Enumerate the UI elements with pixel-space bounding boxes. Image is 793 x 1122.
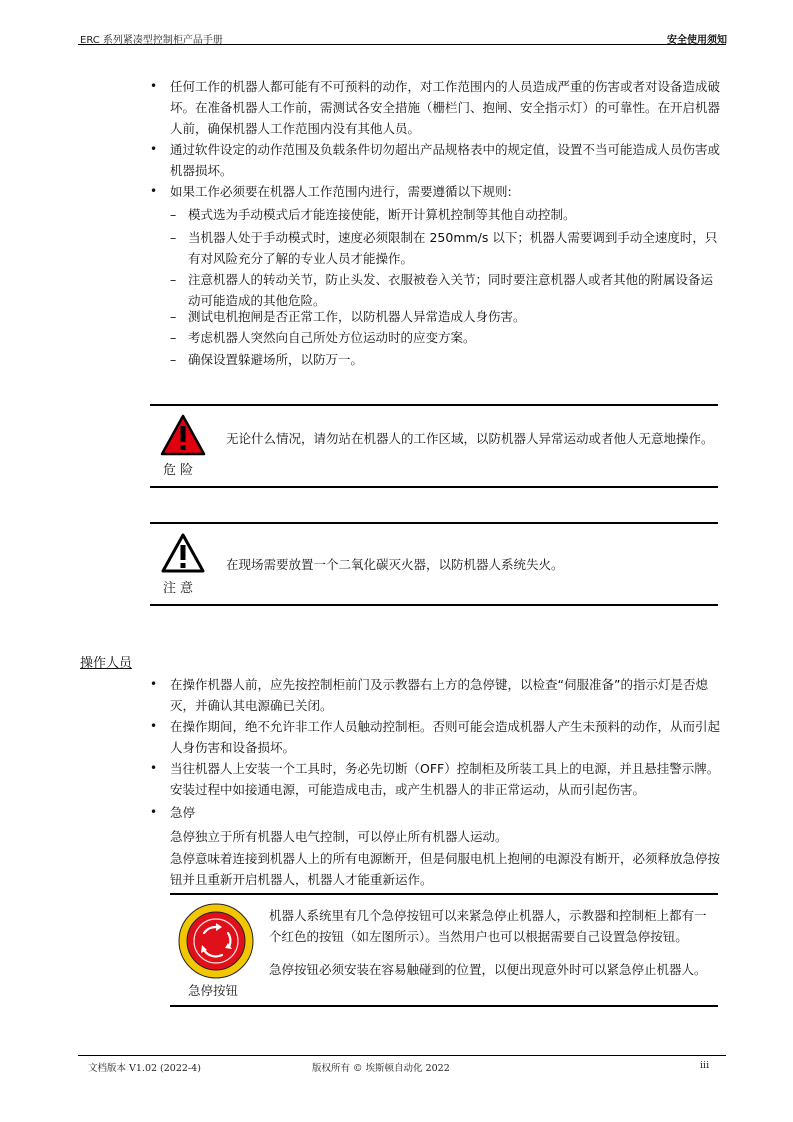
danger-text: 无论什么情况，请勿站在机器人的工作区域，以防机器人异常运动或者他人无意地操作。 (226, 431, 714, 446)
danger-notice-box (150, 404, 718, 488)
bullet-dot: • (150, 805, 158, 819)
estop-info-box (170, 893, 718, 1007)
danger-triangle-icon (160, 414, 206, 456)
operator-bullet-3: 当往机器人上安装一个工具时，务必先切断（OFF）控制柜及所装工具上的电源，并且悬挂警示牌。安装过程中如接通电源，可能造成电击，或产生机器人的非正常运动，从而引起伤害。 (170, 761, 720, 797)
bullet-dot: • (150, 184, 158, 198)
header-document-title: ERC 系列紧凑型控制柜产品手册 (80, 35, 223, 46)
dash-marker: – (170, 272, 177, 287)
safety-bullet-1: 任何工作的机器人都可能有不可预料的动作，对工作范围内的人员造成严重的伤害或者对设备造成破坏。在准备机器人工作前，需测试各安全措施（栅栏门、抱闸、安全指示灯）的可靠性。在开启机器人前，确保机器人工作范围内没有其他人员。 (170, 79, 721, 136)
bullet-dot: • (150, 79, 158, 93)
estop-paragraph-1: 急停独立于所有机器人电气控制，可以停止所有机器人运动。 (170, 829, 508, 844)
estop-caption: 急停按钮 (188, 983, 239, 998)
operator-bullet-estop: 急停 (170, 805, 196, 820)
bullet-dot: • (150, 677, 158, 691)
emergency-stop-button-icon (178, 903, 254, 979)
caution-text: 在现场需要放置一个二氧化碳灭火器，以防机器人系统失火。 (226, 557, 564, 572)
rule-item-2: 当机器人处于手动模式时，速度必须限制在 250mm/s 以下；机器人需要调到手动全速度时，只有对风险充分了解的专业人员才能操作。 (188, 230, 718, 266)
caution-notice-box (150, 522, 718, 606)
operator-bullet-2: 在操作期间，绝不允许非工作人员触动控制柜。否则可能会造成机器人产生未预料的动作，从而引起人身伤害和设备损坏。 (170, 719, 721, 755)
safety-bullet-3: 如果工作必须要在机器人工作范围内进行，需要遵循以下规则: (170, 184, 512, 199)
bullet-dot: • (150, 761, 158, 775)
rule-item-1: 模式选为手动模式后才能连接使能，断开计算机控制等其他自动控制。 (188, 207, 576, 222)
header-divider (78, 44, 726, 45)
dash-marker: – (170, 352, 177, 367)
caution-triangle-icon (160, 532, 206, 574)
bullet-dot: • (150, 142, 158, 156)
dash-marker: – (170, 309, 177, 324)
header-section-title: 安全使用须知 (667, 35, 727, 46)
rule-item-6: 确保设置躲避场所，以防万一。 (188, 352, 364, 367)
estop-text-1: 机器人系统里有几个急停按钮可以来紧急停止机器人，示教器和控制柜上都有一个红色的按钮（如左图所示）。当然用户也可以根据需要自己设置急停按钮。 (269, 908, 707, 944)
estop-text-2: 急停按钮必须安装在容易触碰到的位置，以便出现意外时可以紧急停止机器人。 (269, 962, 707, 977)
danger-label: 危险 (163, 463, 198, 478)
footer-page-number: iii (700, 1060, 710, 1071)
dash-marker: – (170, 230, 177, 245)
rule-item-5: 考虑机器人突然向自己所处方位运动时的应变方案。 (188, 330, 476, 345)
estop-paragraph-2: 急停意味着连接到机器人上的所有电源断开，但是伺服电机上抱闸的电源没有断开，必须释放急停按钮并且重新开启机器人，机器人才能重新运作。 (170, 851, 721, 887)
caution-label: 注意 (163, 581, 198, 596)
footer-copyright: 版权所有 © 埃斯顿自动化 2022 (312, 1063, 450, 1074)
section-title-operator: 操作人员 (80, 656, 133, 671)
rule-item-4: 测试电机抱闸是否正常工作，以防机器人异常造成人身伤害。 (188, 309, 526, 324)
dash-marker: – (170, 207, 177, 222)
dash-marker: – (170, 330, 177, 345)
bullet-dot: • (150, 719, 158, 733)
rule-item-3: 注意机器人的转动关节，防止头发、衣服被卷入关节；同时要注意机器人或者其他的附属设备运动可能造成的其他危险。 (188, 272, 714, 308)
safety-bullet-2: 通过软件设定的动作范围及负载条件切勿超出产品规格表中的规定值，设置不当可能造成人员伤害或机器损坏。 (170, 142, 721, 178)
footer-version: 文档版本 V1.02 (2022-4) (88, 1063, 201, 1074)
operator-bullet-1: 在操作机器人前，应先按控制柜前门及示教器右上方的急停键，以检查“伺服准备”的指示灯是否熄灭，并确认其电源确已关闭。 (170, 677, 708, 713)
footer-divider (78, 1055, 726, 1056)
